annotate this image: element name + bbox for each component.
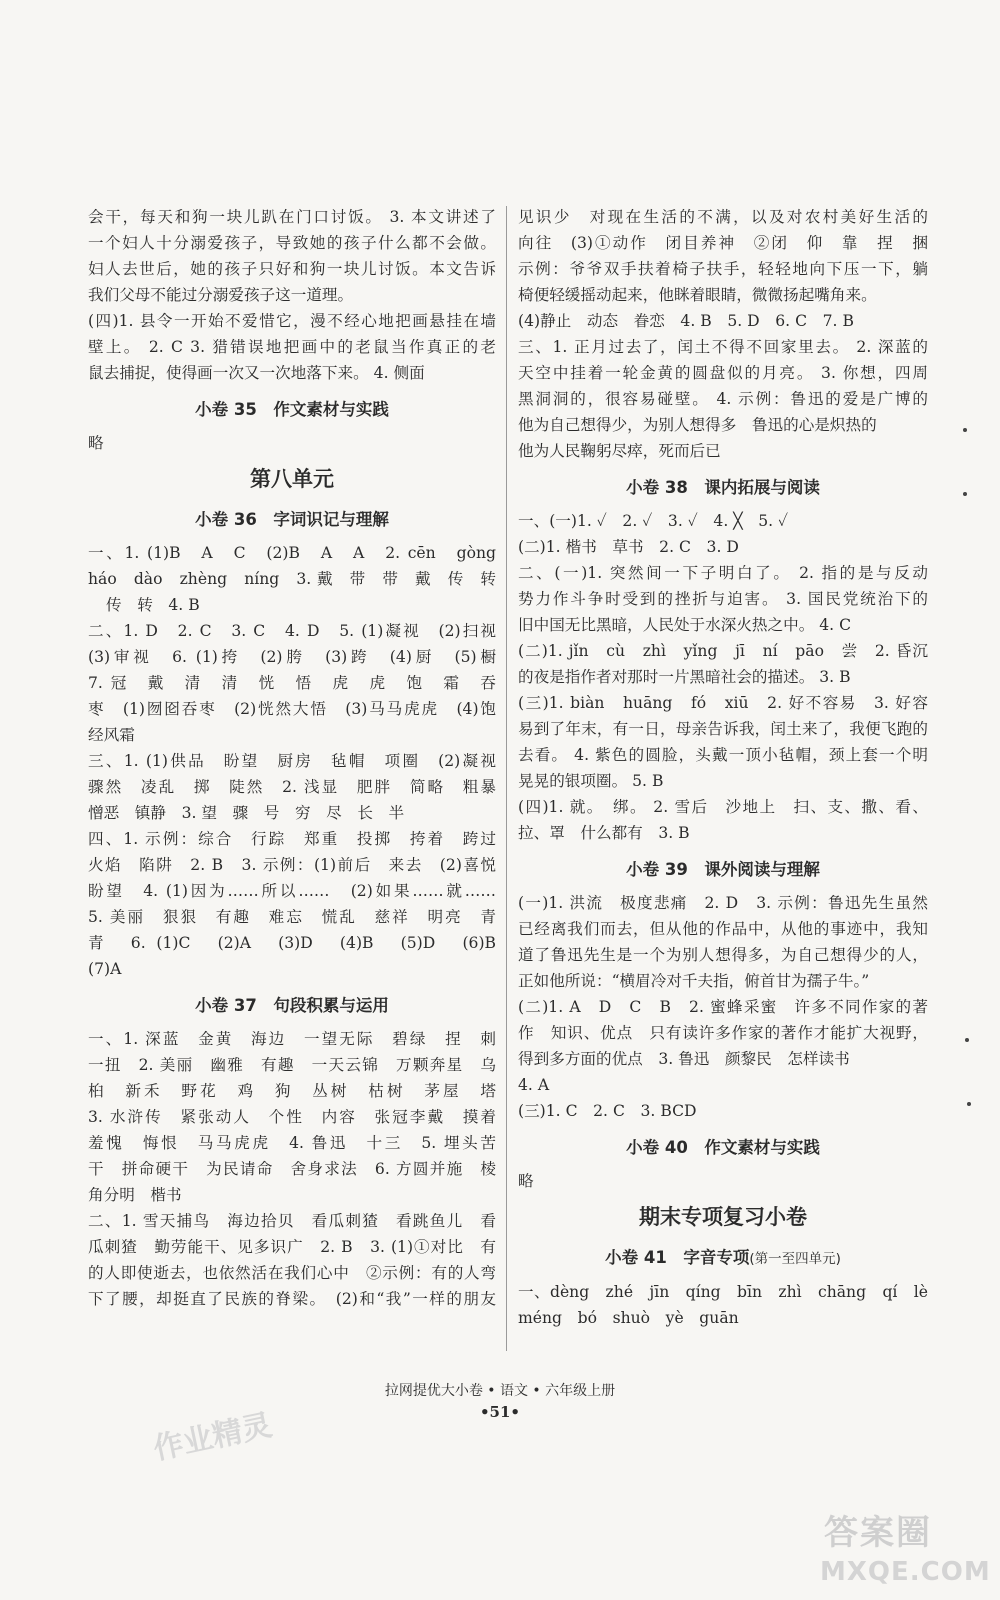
answer-line: 作 知识、优点 只有读许多作家的著作才能扩大视野， bbox=[518, 1024, 928, 1042]
answer-line: 三、1. 正月过去了，闰土不得不回家里去。 2. 深蓝的 bbox=[518, 338, 928, 356]
answer-line: 一、1. (1)B A C (2)B A A 2. cēn gòng bbox=[88, 544, 496, 562]
answer-line: 椅便轻缓摇动起来，他眯着眼睛，微微扬起嘴角来。 bbox=[518, 286, 877, 304]
answer-line: (三)1. biàn huāng fó xiū 2. 好不容易 3. 好容 bbox=[518, 694, 928, 712]
answer-line: háo dào zhèng níng 3. 戴 带 带 戴 传 转 bbox=[88, 570, 496, 588]
watermark-title: 答案圈 bbox=[824, 1513, 932, 1553]
answer-line: 瓜刺猹 勤劳能干、见多识广 2. B 3. (1)①对比 有 bbox=[88, 1238, 496, 1256]
answer-line: 已经离我们而去，但从他的作品中，从他的事迹中，我知 bbox=[518, 920, 928, 938]
answer-line: 角分明 楷书 bbox=[88, 1186, 182, 1204]
answer-line: (一)1. 洪流 极度悲痛 2. D 3. 示例：鲁迅先生虽然 bbox=[518, 894, 928, 912]
answer-line: 经风霜 bbox=[88, 726, 135, 744]
answer-line: 正如他所说：“横眉冷对千夫指，俯首甘为孺子牛。” bbox=[518, 972, 870, 990]
answer-line: 略 bbox=[88, 434, 104, 452]
section-heading: 小卷 35 作文素材与实践 bbox=[195, 400, 389, 419]
answer-line: 我们父母不能过分溺爱孩子这一道理。 bbox=[88, 286, 354, 304]
page-footer bbox=[0, 1380, 1000, 1422]
answer-line: méng bó shuò yè guān bbox=[518, 1309, 739, 1327]
answer-line: 妇人去世后，她的孩子只好和狗一块儿讨饭。本文告诉 bbox=[88, 260, 496, 278]
answer-line: 4. A bbox=[518, 1076, 550, 1094]
answer-line: 道了鲁迅先生是一个为别人想得多，为自己想得少的人， bbox=[518, 946, 928, 964]
scan-mark bbox=[967, 1102, 971, 1106]
answer-line: 干 拼命硬干 为民请命 舍身求法 6. 方圆并施 棱 bbox=[88, 1160, 496, 1178]
answer-line: (4)静止 动态 眷恋 4. B 5. D 6. C 7. B bbox=[518, 312, 854, 330]
unit-heading: 期末专项复习小卷 bbox=[639, 1205, 807, 1229]
answer-line: 三、1. (1)供品 盼望 厨房 毡帽 项圈 (2)凝视 bbox=[88, 752, 496, 770]
answer-line: 壁上。 2. C 3. 猎错误地把画中的老鼠当作真正的老 bbox=[88, 338, 496, 356]
answer-line: 二、(一)1. 突然间一下子明白了。 2. 指的是与反动 bbox=[518, 564, 928, 582]
answer-line: 示例：爷爷双手扶着椅子扶手，轻轻地向下压一下，躺 bbox=[518, 260, 928, 278]
column-divider bbox=[506, 206, 507, 1351]
section-heading: 小卷 36 字词识记与理解 bbox=[195, 510, 389, 529]
scan-mark bbox=[965, 1038, 969, 1042]
answer-line: (7)A bbox=[88, 960, 122, 978]
answer-line: 向往 (3)①动作 闭目养神 ②闭 仰 靠 捏 捆 bbox=[518, 234, 928, 252]
section-heading-scope: (第一至四单元) bbox=[749, 1251, 841, 1267]
answer-line: 他为人民鞠躬尽瘁，死而后已 bbox=[518, 442, 721, 460]
section-heading: 小卷 37 句段积累与运用 bbox=[195, 996, 389, 1015]
answer-line: 盼望 4. (1)因为……所以…… (2)如果……就…… bbox=[88, 882, 496, 900]
answer-line: 拉、罩 什么都有 3. B bbox=[518, 824, 690, 842]
watermark-url: MXQE.COM bbox=[820, 1557, 991, 1587]
answer-line: (三)1. C 2. C 3. BCD bbox=[518, 1102, 697, 1120]
section-heading bbox=[518, 1244, 928, 1273]
answer-line: 他为自己想得少，为别人想得多 鲁迅的心是炽热的 bbox=[518, 416, 877, 434]
answer-line: 3. 水浒传 紧张动人 个性 内容 张冠李戴 摸着 bbox=[88, 1108, 496, 1126]
book-title: 拉网提优大小卷 • 语文 • 六年级上册 bbox=[384, 1383, 616, 1399]
answer-line: 枣 (1)囫囵吞枣 (2)恍然大悟 (3)马马虎虎 (4)饱 bbox=[88, 700, 496, 718]
answer-line: 羞愧 悔恨 马马虎虎 4. 鲁迅 十三 5. 埋头苦 bbox=[88, 1134, 496, 1152]
answer-line: (二)1. jǐn cù zhì yǐng jī ní pāo 尝 2. 昏沉 bbox=[518, 642, 928, 660]
answer-line: 一、1. 深蓝 金黄 海边 一望无际 碧绿 捏 刺 bbox=[88, 1030, 496, 1048]
left-column bbox=[88, 204, 496, 1312]
answer-line: 憎恶 镇静 3. 望 骤 号 穷 尽 长 半 bbox=[88, 804, 405, 822]
answer-line: 一扭 2. 美丽 幽雅 有趣 一天云锦 万颗奔星 乌 bbox=[88, 1056, 496, 1074]
answer-line: 骤然 凌乱 掷 陡然 2. 浅显 肥胖 简略 粗暴 bbox=[88, 778, 496, 796]
answer-line: 旧中国无比黑暗，人民处于水深火热之中。 4. C bbox=[518, 616, 852, 634]
section-heading-title: 小卷 41 字音专项 bbox=[605, 1248, 750, 1267]
answer-line: 易到了年末，有一日，母亲告诉我，闰土来了，我便飞跑的 bbox=[518, 720, 928, 738]
answer-line: 略 bbox=[518, 1172, 534, 1190]
scan-mark bbox=[963, 492, 967, 496]
answer-line: (二)1. 楷书 草书 2. C 3. D bbox=[518, 538, 739, 556]
stamp-watermark: 作业精灵 bbox=[150, 1407, 276, 1468]
answer-line: 一、dèng zhé jīn qíng bīn zhì chāng qí lè bbox=[518, 1283, 928, 1301]
answer-line: 传 转 4. B bbox=[106, 596, 200, 614]
answer-line: (四)1. 县令一开始不爱惜它，漫不经心地把画悬挂在墙 bbox=[88, 312, 496, 330]
answer-line: 桕 新禾 野花 鸡 狗 丛树 枯树 茅屋 塔 bbox=[88, 1082, 496, 1100]
answer-line: 7. 冠 戴 清 清 恍 悟 虎 虎 饱 霜 吞 bbox=[88, 674, 496, 692]
section-heading: 小卷 39 课外阅读与理解 bbox=[626, 860, 820, 879]
section-heading: 小卷 38 课内拓展与阅读 bbox=[626, 478, 820, 497]
answer-line: 一、(一)1. ✓ 2. ✓ 3. ✓ 4. ╳ 5. ✓ bbox=[518, 512, 789, 530]
scan-mark bbox=[963, 428, 967, 432]
answer-line: 的夜是指作者对那时一片黑暗社会的描述。 3. B bbox=[518, 668, 851, 686]
answer-line: 二、1. 雪天捕鸟 海边拾贝 看瓜刺猹 看跳鱼儿 看 bbox=[88, 1212, 496, 1230]
answer-line: 的人即使逝去，也依然活在我们心中 ②示例：有的人弯 bbox=[88, 1264, 496, 1282]
answer-line: 晃晃的银项圈。 5. B bbox=[518, 772, 664, 790]
answer-line: 黑洞洞的，很容易碰壁。 4. 示例：鲁迅的爱是广博的 bbox=[518, 390, 928, 408]
answer-line: 去看。 4. 紫色的圆脸，头戴一顶小毡帽，颈上套一个明 bbox=[518, 746, 928, 764]
site-watermark bbox=[820, 1505, 990, 1593]
answer-line: 见识少 对现在生活的不满，以及对农村美好生活的 bbox=[518, 208, 928, 226]
answer-line: 势力作斗争时受到的挫折与迫害。 3. 国民党统治下的 bbox=[518, 590, 928, 608]
section-heading: 小卷 40 作文素材与实践 bbox=[626, 1138, 820, 1157]
answer-line: 青 6. (1)C (2)A (3)D (4)B (5)D (6)B bbox=[88, 934, 496, 952]
answer-line: (二)1. A D C B 2. 蜜蜂采蜜 许多不同作家的著 bbox=[518, 998, 928, 1016]
unit-heading: 第八单元 bbox=[250, 467, 334, 491]
answer-line: 一个妇人十分溺爱孩子，导致她的孩子什么都不会做。 bbox=[88, 234, 496, 252]
answer-line: 天空中挂着一轮金黄的圆盘似的月亮。 3. 你想，四周 bbox=[518, 364, 928, 382]
answer-line: 二、1. D 2. C 3. C 4. D 5. (1)凝视 (2)扫视 bbox=[88, 622, 496, 640]
answer-line: 5. 美丽 狠狠 有趣 难忘 慌乱 慈祥 明亮 青 bbox=[88, 908, 496, 926]
answer-line: 会干，每天和狗一块儿趴在门口讨饭。 3. 本文讲述了 bbox=[88, 208, 496, 226]
answer-line: (3)审视 6. (1)挎 (2)胯 (3)跨 (4)厨 (5)橱 bbox=[88, 648, 496, 666]
page-number: •51• bbox=[479, 1403, 521, 1421]
answer-line: 火焰 陷阱 2. B 3. 示例：(1)前后 来去 (2)喜悦 bbox=[88, 856, 496, 874]
answer-line: 鼠去捕捉，使得画一次又一次地落下来。 4. 侧面 bbox=[88, 364, 425, 382]
right-column bbox=[518, 204, 928, 1331]
answer-line: (四)1. 就。 绑。 2. 雪后 沙地上 扫、支、撒、看、 bbox=[518, 798, 928, 816]
answer-line: 四、1. 示例：综合 行踪 郑重 投掷 挎着 跨过 bbox=[88, 830, 496, 848]
answer-line: 得到多方面的优点 3. 鲁迅 颜黎民 怎样读书 bbox=[518, 1050, 850, 1068]
answer-line: 下了腰，却挺直了民族的脊梁。 (2)和“我”一样的朋友 bbox=[88, 1290, 496, 1308]
